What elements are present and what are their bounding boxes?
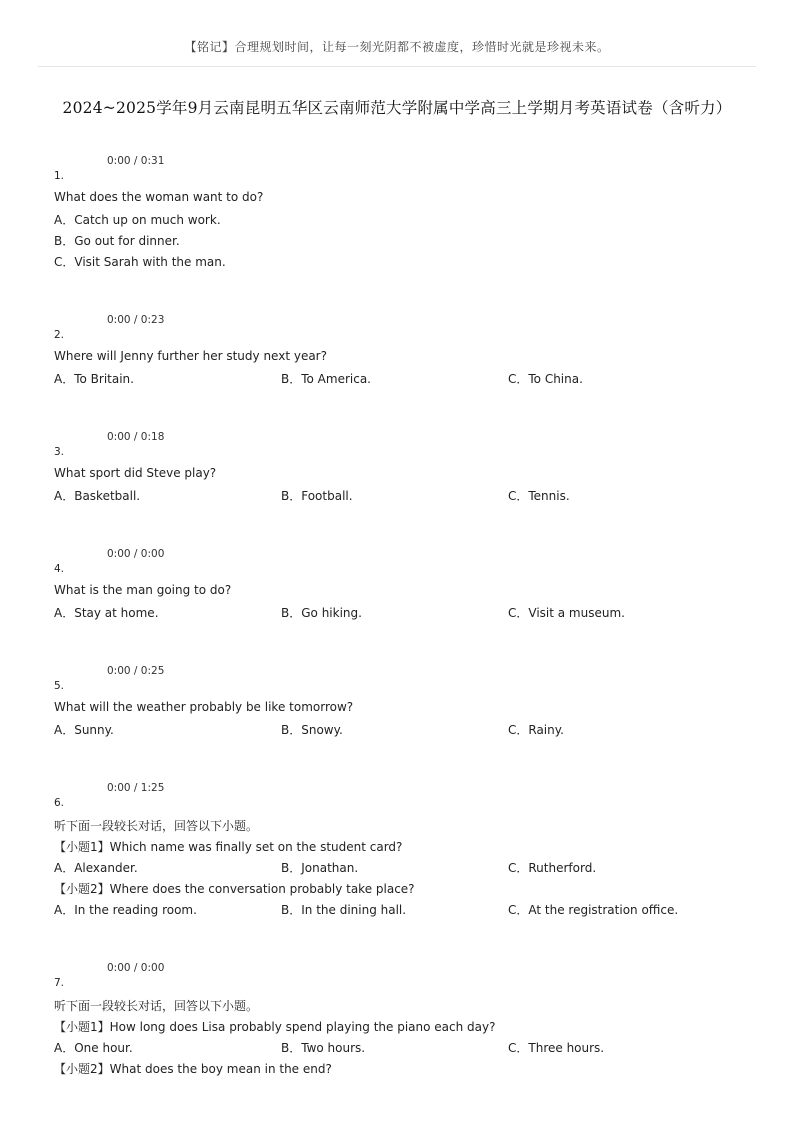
- question-number: 3.: [54, 446, 65, 458]
- option-a: A．Stay at home.: [54, 606, 159, 620]
- option-a: A．To Britain.: [54, 372, 134, 386]
- option-c: C．Tennis.: [508, 489, 570, 503]
- question-text: Where will Jenny further her study next year?: [54, 349, 327, 363]
- question-intro: 听下面一段较长对话，回答以下小题。: [54, 819, 259, 833]
- question-number: 1.: [54, 170, 65, 182]
- audio-player-q5[interactable]: 0:00 / 0:25: [107, 665, 165, 677]
- audio-player-q1[interactable]: 0:00 / 0:31: [107, 155, 165, 167]
- option-c: C．At the registration office.: [508, 903, 679, 917]
- page-title: 2024~2025学年9月云南昆明五华区云南师范大学附属中学高三上学期月考英语试卷（含听力）: [62, 99, 732, 117]
- header-motto: 【铭记】合理规划时间，让每一刻光阴都不被虚度，珍惜时光就是珍视未来。: [184, 40, 610, 54]
- option-c: C．Visit a museum.: [508, 606, 625, 620]
- audio-player-q4[interactable]: 0:00 / 0:00: [107, 548, 165, 560]
- option-a: A．One hour.: [54, 1041, 133, 1055]
- option-a: A．Basketball.: [54, 489, 141, 503]
- sub-question-1: 【小题1】Which name was finally set on the student card?: [54, 840, 403, 854]
- option-c: C．Rainy.: [508, 723, 564, 737]
- option-a: A．In the reading room.: [54, 903, 197, 917]
- option-b: B．In the dining hall.: [281, 903, 407, 917]
- question-number: 2.: [54, 329, 65, 341]
- option-b: B．To America.: [281, 372, 371, 386]
- option-c: C．Visit Sarah with the man.: [54, 255, 226, 269]
- audio-player-q2[interactable]: 0:00 / 0:23: [107, 314, 165, 326]
- question-intro: 听下面一段较长对话，回答以下小题。: [54, 999, 259, 1013]
- question-number: 6.: [54, 797, 65, 809]
- option-c: C．To China.: [508, 372, 583, 386]
- option-c: C．Rutherford.: [508, 861, 597, 875]
- option-b: B．Two hours.: [281, 1041, 366, 1055]
- question-number: 5.: [54, 680, 65, 692]
- sub-question-1: 【小题1】How long does Lisa probably spend playing the piano each day?: [54, 1020, 496, 1034]
- option-b: B．Snowy.: [281, 723, 343, 737]
- audio-player-q6[interactable]: 0:00 / 1:25: [107, 782, 165, 794]
- audio-player-q7[interactable]: 0:00 / 0:00: [107, 962, 165, 974]
- option-b: B．Go out for dinner.: [54, 234, 180, 248]
- question-number: 4.: [54, 563, 65, 575]
- option-b: B．Jonathan.: [281, 861, 359, 875]
- question-text: What will the weather probably be like tomorrow?: [54, 700, 354, 714]
- question-text: What sport did Steve play?: [54, 466, 217, 480]
- option-a: A．Catch up on much work.: [54, 213, 221, 227]
- question-text: What is the man going to do?: [54, 583, 232, 597]
- audio-player-q3[interactable]: 0:00 / 0:18: [107, 431, 165, 443]
- header-divider: [38, 66, 756, 67]
- option-b: B．Football.: [281, 489, 353, 503]
- sub-question-2: 【小题2】Where does the conversation probably take place?: [54, 882, 415, 896]
- option-a: A．Sunny.: [54, 723, 114, 737]
- option-a: A．Alexander.: [54, 861, 138, 875]
- question-text: What does the woman want to do?: [54, 190, 264, 204]
- option-b: B．Go hiking.: [281, 606, 362, 620]
- question-number: 7.: [54, 977, 65, 989]
- option-c: C．Three hours.: [508, 1041, 605, 1055]
- sub-question-2: 【小题2】What does the boy mean in the end?: [54, 1062, 332, 1076]
